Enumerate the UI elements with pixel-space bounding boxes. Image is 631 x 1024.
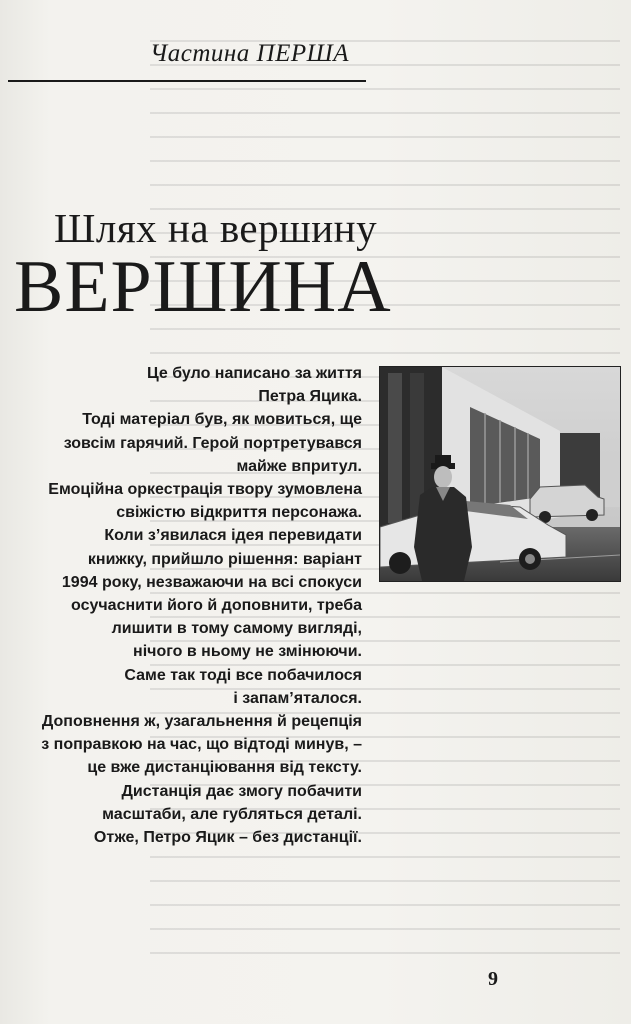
- epigraph-line: Коли з’явилася ідея перевидати: [104, 527, 362, 545]
- man-coat: [414, 487, 472, 581]
- chapter-subtitle: Шлях на вершину: [54, 205, 378, 251]
- chapter-title: ВЕРШИНА: [14, 246, 392, 328]
- epigraph-line: Саме так тоді все побачилося: [124, 666, 362, 684]
- epigraph-line: Доповнення ж, узагальнення й рецепція: [41, 713, 362, 731]
- epigraph-line: Тоді матеріал був, як мовиться, ще: [82, 411, 362, 429]
- epigraph-line: лишити в тому самому вигляді,: [111, 620, 362, 638]
- epigraph-line: це вже дистанціювання від тексту.: [87, 759, 362, 777]
- epigraph-line: майже впритул.: [236, 457, 362, 475]
- epigraph-line: книжку, прийшло рішення: варіант: [87, 550, 362, 568]
- portrait-photo: [379, 366, 621, 582]
- sedan-hubcap: [525, 554, 535, 564]
- epigraph-line: нічого в ньому не змінюючи.: [133, 643, 362, 661]
- epigraph-line: 1994 року, незважаючи на всі спокуси: [61, 573, 362, 591]
- epigraph-line: масштаби, але губляться деталі.: [102, 805, 362, 823]
- epigraph-line: осучаснити його й доповнити, треба: [71, 597, 362, 615]
- epigraph-line: свіжістю відкриття персонажа.: [116, 504, 362, 522]
- epigraph-line: Емоційна оркестрація твору зумовлена: [48, 481, 362, 499]
- man-hat-crown: [435, 455, 451, 465]
- epigraph-line: Отже, Петро Яцик – без дистанції.: [93, 829, 362, 847]
- building-column-window: [388, 373, 402, 523]
- man-face: [434, 466, 452, 488]
- sedan-wheel: [389, 552, 411, 574]
- photo-illustration: [380, 367, 620, 581]
- epigraph-line: Петра Яцика.: [258, 388, 362, 406]
- epigraph-line: Це було написано за життя: [147, 365, 362, 382]
- suv-wheel: [586, 509, 598, 521]
- epigraph-line: Дистанція дає змогу побачити: [121, 782, 362, 800]
- epigraph-line: зовсім гарячий. Герой портретувався: [63, 434, 362, 452]
- header-rule: [8, 80, 366, 82]
- epigraph: [0, 362, 362, 849]
- page-number: 9: [488, 968, 498, 990]
- epigraph-line: і запам’яталося.: [233, 689, 362, 707]
- part-title: Частина ПЕРША: [150, 40, 349, 67]
- epigraph-line: з поправкою на час, що відтоді минув, –: [41, 736, 362, 754]
